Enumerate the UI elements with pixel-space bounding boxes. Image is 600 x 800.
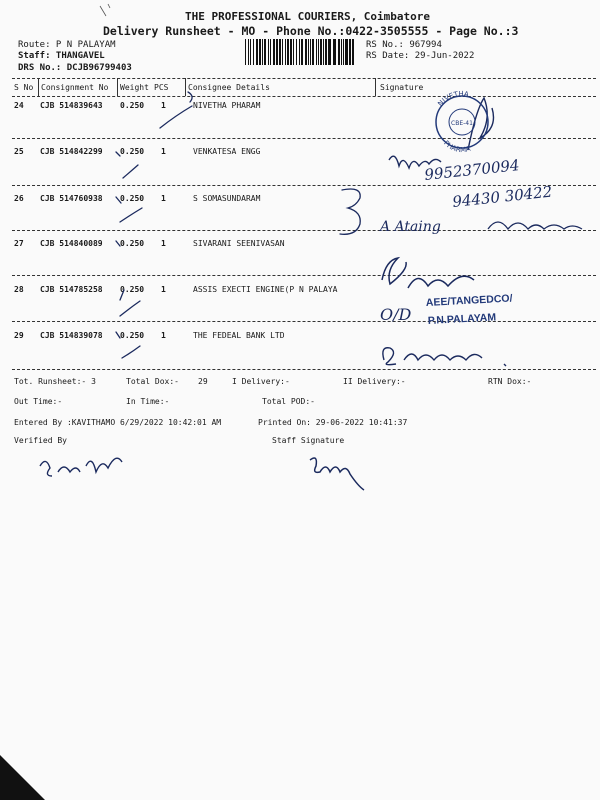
row25-phone: 9952370094: [423, 156, 521, 184]
table-row-consignee: S SOMASUNDARAM: [193, 194, 261, 203]
drs-number: DRS No.: DCJB96799403: [18, 63, 132, 73]
stamp-mid-text: CBE-41: [451, 120, 473, 127]
col-header-sno: S No: [14, 83, 34, 92]
total-dox-value: 29: [198, 377, 208, 386]
verified-by-label: Verified By: [14, 436, 67, 445]
row28-note: O/D: [380, 305, 412, 324]
pen-mark: [96, 2, 116, 22]
ii-delivery: II Delivery:-: [343, 377, 406, 386]
i-delivery: I Delivery:-: [232, 377, 290, 386]
table-row-pcs: 1: [161, 331, 166, 340]
table-row-pcs: 1: [161, 194, 166, 203]
row28-signature: [378, 250, 548, 330]
scan-corner-shadow: [0, 755, 45, 800]
rs-number: RS No.: 967994: [366, 40, 442, 50]
col-header-pcs: PCS: [154, 83, 169, 92]
col-header-consignment: Consignment No: [41, 83, 109, 92]
in-time: In Time:-: [126, 397, 170, 406]
table-row-weight: 0.250: [120, 239, 145, 248]
row29-signature: [378, 338, 528, 370]
table-row-pcs: 1: [161, 285, 166, 294]
verified-by-signature: [36, 446, 136, 486]
table-row-weight: 0.250: [120, 147, 145, 156]
col-header-consignee: Consignee Details: [188, 83, 270, 92]
row26-name: A Ataing: [380, 219, 441, 235]
rtn-dox: RTN Dox:-: [488, 377, 532, 386]
table-row-sno: 29: [14, 331, 24, 340]
stamp-bottom-text: PHARMA: [442, 139, 472, 155]
staff-signature-mark: [306, 450, 376, 495]
table-row-weight: 0.250: [120, 194, 145, 203]
col-header-signature: Signature: [380, 83, 424, 92]
entered-by: Entered By :KAVITHAMO 6/29/2022 10:42:01 AM: [14, 418, 222, 427]
table-row-weight: 0.250: [120, 285, 145, 294]
row28-stamp-line2: P.N.PALAYAM: [427, 311, 497, 327]
table-row-consignment: CJB 514839078: [40, 331, 103, 340]
table-row-pcs: 1: [161, 101, 166, 110]
table-row-consignee: THE FEDEAL BANK LTD: [193, 331, 285, 340]
table-row-consignee: ASSIS EXECTI ENGINE(P N PALAYA: [193, 285, 338, 294]
table-row-sno: 25: [14, 147, 24, 156]
table-row-consignee: VENKATESA ENGG: [193, 147, 261, 156]
rs-date: RS Date: 29-Jun-2022: [366, 51, 475, 61]
row26-signature: [378, 182, 593, 240]
row28-stamp-line1: AEE/TANGEDCO/: [425, 292, 513, 309]
staff-label: Staff: THANGAVEL: [18, 51, 105, 61]
table-row-consignment: CJB 514840089: [40, 239, 103, 248]
tot-runsheet: Tot. Runsheet:- 3: [14, 377, 96, 386]
table-row-consignment: CJB 514842299: [40, 147, 103, 156]
staff-signature-label: Staff Signature: [272, 436, 345, 445]
table-row-consignment: CJB 514785258: [40, 285, 103, 294]
table-row-consignment: CJB 514760938: [40, 194, 103, 203]
table-row-pcs: 1: [161, 239, 166, 248]
table-row-consignment: CJB 514839643: [40, 101, 103, 110]
stamp-top-text: NIVETHA: [436, 89, 470, 108]
table-row-consignee: SIVARANI SEENIVASAN: [193, 239, 285, 248]
table-row-pcs: 1: [161, 147, 166, 156]
table-row-weight: 0.250: [120, 101, 145, 110]
company-title: THE PROFESSIONAL COURIERS, Coimbatore: [185, 10, 431, 23]
runsheet-subtitle: Delivery Runsheet - MO - Phone No.:0422-3505555 - Page No.:3: [103, 24, 519, 38]
table-row-sno: 24: [14, 101, 24, 110]
table-row-sno: 27: [14, 239, 24, 248]
table-row-sno: 26: [14, 194, 24, 203]
col-header-weight: Weight: [120, 83, 149, 92]
svg-text:NIVETHA: [436, 90, 469, 108]
out-time: Out Time:-: [14, 397, 63, 406]
total-dox-label: Total Dox:-: [126, 377, 179, 386]
table-row-consignee: NIVETHA PHARAM: [193, 101, 261, 110]
total-pod: Total POD:-: [262, 397, 315, 406]
row26-phone: 94430 30422: [451, 182, 554, 211]
printed-on: Printed On: 29-06-2022 10:41:37: [258, 418, 408, 427]
row25-signature: [385, 140, 585, 190]
route-label: Route: P N PALAYAM: [18, 40, 116, 50]
table-row-weight: 0.250: [120, 331, 145, 340]
table-row-sno: 28: [14, 285, 24, 294]
